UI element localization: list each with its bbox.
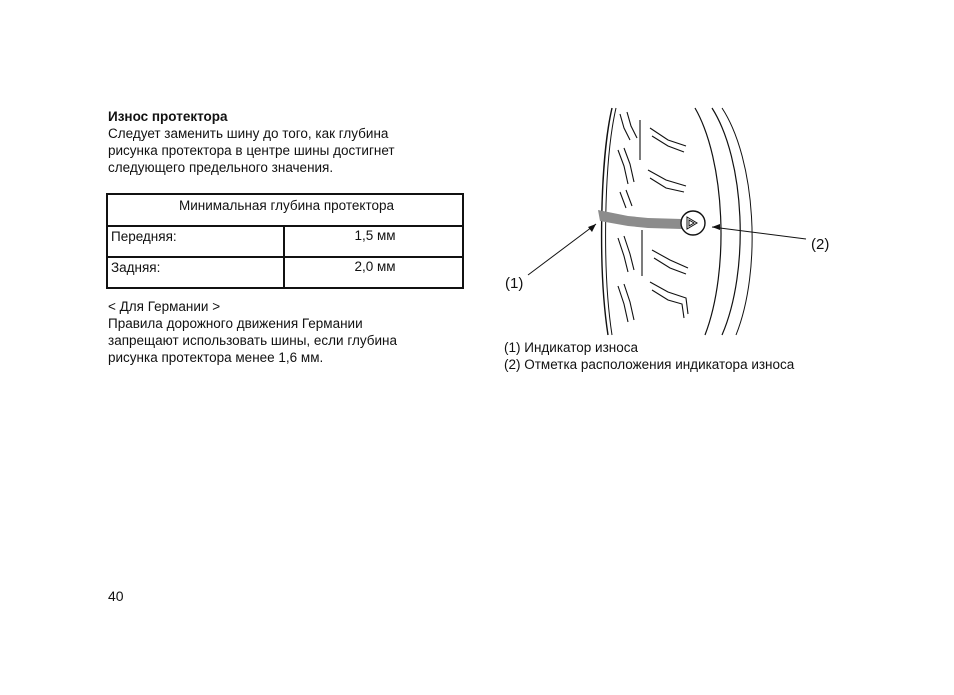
- section-title: Износ протектора: [108, 109, 228, 124]
- wear-indicator-band: [598, 210, 682, 229]
- table-row: [107, 226, 463, 257]
- arrowhead-2: [712, 224, 720, 230]
- table-header: Минимальная глубина протектора: [107, 194, 463, 226]
- leader-line-2: [712, 227, 806, 239]
- front-value: 1,5 мм: [284, 226, 463, 257]
- germany-heading: < Для Германии >: [108, 299, 221, 314]
- rim-line-far: [722, 108, 752, 335]
- rim-line-outer: [712, 108, 740, 335]
- germany-line-3: рисунка протектора менее 1,6 мм.: [108, 350, 324, 365]
- page-number: 40: [108, 588, 124, 604]
- table-row: [107, 257, 463, 288]
- callout-1: (1): [505, 275, 524, 292]
- intro-line-2: рисунка протектора в центре шины достигнет: [108, 143, 395, 158]
- arrowhead-1: [588, 224, 596, 232]
- min-tread-depth-table: [106, 193, 464, 289]
- rear-label: Задняя:: [107, 257, 284, 288]
- tire-illustration: [500, 100, 860, 340]
- figure-captions: [504, 339, 794, 373]
- germany-line-1: Правила дорожного движения Германии: [108, 316, 363, 331]
- caption-2: (2) Отметка расположения индикатора износа: [504, 357, 795, 372]
- intro-line-1: Следует заменить шину до того, как глубина: [108, 126, 389, 141]
- tire-drawing: [500, 100, 860, 340]
- leader-line-1: [528, 224, 596, 275]
- germany-line-2: запрещают использовать шины, если глубина: [108, 333, 397, 348]
- intro-line-3: следующего предельного значения.: [108, 160, 334, 175]
- tread-wear-section: [108, 108, 460, 176]
- rear-value: 2,0 мм: [284, 257, 463, 288]
- germany-note: [108, 298, 460, 366]
- callout-2: (2): [811, 236, 830, 253]
- front-label: Передняя:: [107, 226, 284, 257]
- table-header-row: [107, 194, 463, 226]
- wear-indicator-mark-circle: [681, 211, 705, 235]
- caption-1: (1) Индикатор износа: [504, 340, 638, 355]
